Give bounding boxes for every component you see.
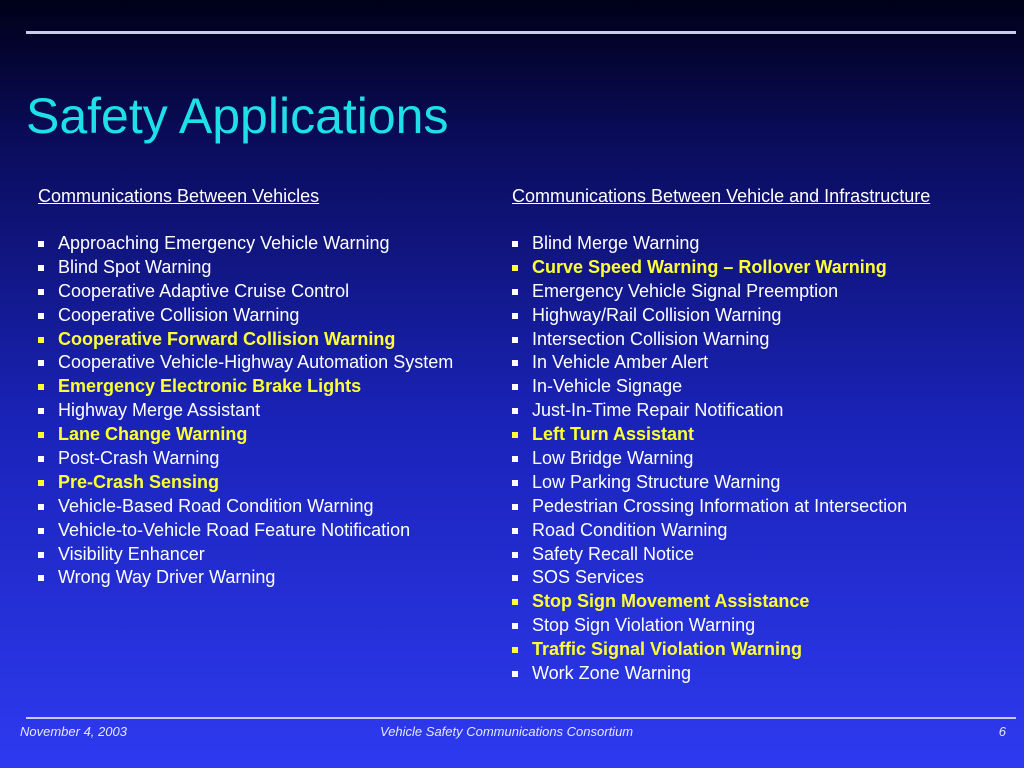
- list-item: [512, 351, 930, 375]
- left-column-heading: Communications Between Vehicles: [38, 186, 320, 206]
- list-item-label: Left Turn Assistant: [532, 424, 695, 445]
- list-item-label: Cooperative Collision Warning: [58, 304, 300, 325]
- list-item: [512, 495, 930, 519]
- square-bullet-icon: [512, 384, 518, 390]
- list-item: [512, 232, 930, 256]
- right-column-list: [512, 232, 930, 686]
- list-item-label: Blind Spot Warning: [58, 256, 212, 277]
- list-item-label: Low Bridge Warning: [532, 448, 694, 469]
- square-bullet-icon: [512, 337, 518, 343]
- list-item-label: Pre-Crash Sensing: [58, 471, 220, 492]
- list-item-label: Stop Sign Movement Assistance: [532, 591, 810, 612]
- square-bullet-icon: [38, 504, 44, 510]
- list-item-label: Cooperative Forward Collision Warning: [58, 328, 396, 349]
- list-item: [38, 280, 453, 304]
- list-item-label: SOS Services: [532, 567, 645, 588]
- list-item: [512, 519, 930, 543]
- square-bullet-icon: [38, 528, 44, 534]
- list-item: [512, 280, 930, 304]
- list-item: [38, 519, 453, 543]
- list-item-label: Curve Speed Warning – Rollover Warning: [532, 256, 887, 277]
- list-item-label: Cooperative Adaptive Cruise Control: [58, 280, 350, 301]
- list-item: [512, 471, 930, 495]
- list-item-label: Just-In-Time Repair Notification: [532, 400, 784, 421]
- highlighted-list-item: [38, 471, 453, 495]
- list-item: [512, 399, 930, 423]
- highlighted-list-item: [512, 256, 930, 280]
- square-bullet-icon: [512, 432, 518, 438]
- square-bullet-icon: [38, 337, 44, 343]
- square-bullet-icon: [512, 480, 518, 486]
- list-item-label: Highway/Rail Collision Warning: [532, 304, 782, 325]
- list-item-label: Pedestrian Crossing Information at Intersection: [532, 495, 908, 516]
- slide-title: Safety Applications: [26, 88, 449, 144]
- list-item: [38, 566, 453, 590]
- list-item-label: Work Zone Warning: [532, 663, 692, 684]
- list-item: [512, 304, 930, 328]
- highlighted-list-item: [512, 638, 930, 662]
- square-bullet-icon: [512, 408, 518, 414]
- square-bullet-icon: [38, 480, 44, 486]
- list-item: [38, 304, 453, 328]
- list-item: [512, 375, 930, 399]
- square-bullet-icon: [512, 360, 518, 366]
- square-bullet-icon: [512, 528, 518, 534]
- square-bullet-icon: [512, 504, 518, 510]
- square-bullet-icon: [512, 647, 518, 653]
- list-item-label: Stop Sign Violation Warning: [532, 615, 756, 636]
- square-bullet-icon: [38, 384, 44, 390]
- list-item: [512, 543, 930, 567]
- list-item: [512, 614, 930, 638]
- list-item: [512, 566, 930, 590]
- list-item: [38, 399, 453, 423]
- square-bullet-icon: [38, 408, 44, 414]
- square-bullet-icon: [512, 552, 518, 558]
- bottom-divider: [26, 717, 1016, 719]
- list-item-label: Post-Crash Warning: [58, 448, 220, 469]
- square-bullet-icon: [512, 265, 518, 271]
- list-item-label: Safety Recall Notice: [532, 543, 695, 564]
- list-item-label: In Vehicle Amber Alert: [532, 352, 709, 373]
- list-item-label: Visibility Enhancer: [58, 543, 205, 564]
- square-bullet-icon: [512, 575, 518, 581]
- list-item: [38, 256, 453, 280]
- footer-date: November 4, 2003: [20, 724, 127, 739]
- square-bullet-icon: [38, 456, 44, 462]
- list-item: [38, 495, 453, 519]
- list-item: [38, 232, 453, 256]
- list-item: [512, 662, 930, 686]
- highlighted-list-item: [38, 328, 453, 352]
- page-number: 6: [998, 724, 1006, 739]
- right-column: [512, 184, 930, 686]
- square-bullet-icon: [512, 599, 518, 605]
- square-bullet-icon: [512, 289, 518, 295]
- list-item: [38, 447, 453, 471]
- square-bullet-icon: [512, 241, 518, 247]
- list-item: [38, 543, 453, 567]
- highlighted-list-item: [38, 375, 453, 399]
- square-bullet-icon: [38, 360, 44, 366]
- square-bullet-icon: [38, 313, 44, 319]
- highlighted-list-item: [512, 590, 930, 614]
- list-item-label: Intersection Collision Warning: [532, 328, 770, 349]
- left-column-list: [38, 232, 453, 590]
- list-item: [512, 328, 930, 352]
- list-item-label: Vehicle-to-Vehicle Road Feature Notification: [58, 519, 411, 540]
- square-bullet-icon: [512, 313, 518, 319]
- square-bullet-icon: [38, 552, 44, 558]
- square-bullet-icon: [512, 456, 518, 462]
- square-bullet-icon: [512, 623, 518, 629]
- list-item-label: In-Vehicle Signage: [532, 376, 683, 397]
- square-bullet-icon: [512, 671, 518, 677]
- right-column-heading: Communications Between Vehicle and Infrastructure: [512, 186, 931, 206]
- list-item-label: Approaching Emergency Vehicle Warning: [58, 233, 390, 253]
- list-item-label: Road Condition Warning: [532, 519, 728, 540]
- square-bullet-icon: [38, 241, 44, 247]
- list-item-label: Cooperative Vehicle-Highway Automation System: [58, 352, 454, 373]
- list-item-label: Blind Merge Warning: [532, 233, 700, 253]
- square-bullet-icon: [38, 289, 44, 295]
- list-item: [38, 351, 453, 375]
- highlighted-list-item: [38, 423, 453, 447]
- footer-organization: Vehicle Safety Communications Consortium: [380, 724, 634, 739]
- square-bullet-icon: [38, 432, 44, 438]
- list-item-label: Low Parking Structure Warning: [532, 471, 781, 492]
- list-item-label: Vehicle-Based Road Condition Warning: [58, 495, 374, 516]
- left-column: [38, 184, 453, 590]
- list-item-label: Lane Change Warning: [58, 424, 248, 445]
- square-bullet-icon: [38, 265, 44, 271]
- list-item-label: Emergency Vehicle Signal Preemption: [532, 280, 839, 301]
- highlighted-list-item: [512, 423, 930, 447]
- square-bullet-icon: [38, 575, 44, 581]
- list-item-label: Highway Merge Assistant: [58, 400, 261, 421]
- list-item-label: Wrong Way Driver Warning: [58, 567, 276, 588]
- list-item-label: Emergency Electronic Brake Lights: [58, 376, 362, 397]
- list-item: [512, 447, 930, 471]
- list-item-label: Traffic Signal Violation Warning: [532, 639, 803, 660]
- top-divider: [26, 31, 1016, 34]
